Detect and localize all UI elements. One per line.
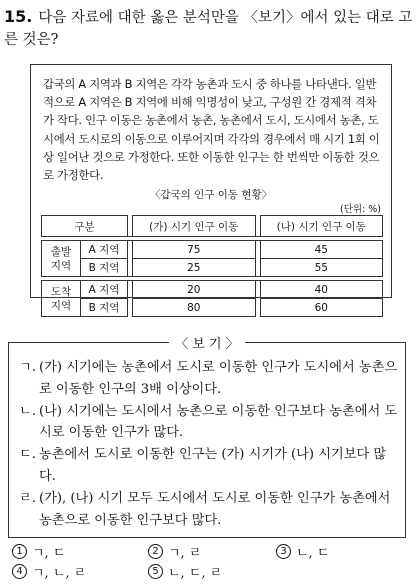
passage-text: 갑국의 A 지역과 B 지역은 각각 농촌과 도시 중 하나를 나타낸다. 일반적으로 A 지역은 B 지역에 비해 익명성이 낮고, 구성원 간 경제적 격차가 작다. 인구 이동은 농촌에서 농촌, 농촌에서 도시, 도시에서 농촌, 도시에서 도시로의 이동으로 이루어지며 각각의 경우에서 매 시기 1회 이상 일어난 것으로 가정한다. 또한 이동한 인구는 한 번씩만 이동한 것으로 가정한다. <box>43 77 380 183</box>
choice-number-circle: 4 <box>12 564 27 579</box>
choice-number-circle: 5 <box>148 564 163 579</box>
question-number: 15. <box>4 7 33 26</box>
bogi-text: (나) 시기에는 도시에서 농촌으로 이동한 인구보다 농촌에서 도시로 이동한 인구가 많다. <box>39 403 398 441</box>
choice-4[interactable] <box>12 562 86 581</box>
choice-text: ㄱ, ㄴ, ㄹ <box>32 566 87 581</box>
choice-3[interactable] <box>276 542 329 561</box>
header-col1: (가) 시기 인구 이동 <box>133 216 256 237</box>
bogi-item <box>19 488 399 532</box>
row-value-ga: 25 <box>133 259 256 277</box>
bogi-mark: ㄹ. <box>19 490 36 506</box>
bogi-box <box>8 337 406 538</box>
bogi-items <box>19 357 399 531</box>
choice-text: ㄱ, ㄹ <box>168 546 202 561</box>
row-region: B 지역 <box>81 299 128 317</box>
bogi-text: (가) 시기에는 농촌에서 도시로 이동한 인구가 도시에서 농촌으로 이동한 인구의 3배 이상이다. <box>39 360 398 397</box>
table-row <box>42 299 383 317</box>
table-title: 〈갑국의 인구 이동 현황〉 <box>149 189 273 201</box>
row-value-na: 45 <box>260 241 383 259</box>
table-unit: (단위: %) <box>339 204 381 215</box>
row-region: A 지역 <box>81 281 128 299</box>
bogi-mark: ㄱ. <box>19 360 36 375</box>
row-value-ga: 20 <box>133 281 256 299</box>
bogi-item <box>19 401 399 445</box>
bogi-item <box>19 444 399 488</box>
table-row <box>42 259 383 277</box>
row-value-ga: 75 <box>133 241 256 259</box>
row-value-na: 40 <box>260 281 383 299</box>
header-category: 구분 <box>42 216 128 237</box>
bogi-mark: ㄴ. <box>19 403 36 419</box>
row-value-na: 60 <box>260 299 383 317</box>
choice-text: ㄴ, ㄷ <box>296 546 330 561</box>
row-region: B 지역 <box>81 259 128 277</box>
choice-5[interactable] <box>148 562 222 581</box>
group-label-origin: 출발 지역 <box>42 241 81 277</box>
choice-number-circle: 1 <box>12 544 27 559</box>
passage-box <box>30 64 392 314</box>
header-col2: (나) 시기 인구 이동 <box>260 216 383 237</box>
choice-2[interactable] <box>148 542 201 561</box>
question-header <box>4 6 414 51</box>
bogi-mark: ㄷ. <box>19 447 36 463</box>
table-row <box>42 241 383 259</box>
table-row <box>42 281 383 299</box>
choice-text: ㄴ, ㄷ, ㄹ <box>168 566 223 581</box>
group-label-destination: 도착 지역 <box>42 281 81 317</box>
choice-1[interactable] <box>12 542 65 561</box>
question-text: 다음 자료에 대한 옳은 분석만을 〈보기〉에서 있는 대로 고른 것은? <box>4 10 413 48</box>
choice-number-circle: 3 <box>276 544 291 559</box>
bogi-text: (가), (나) 시기 모두 도시에서 도시로 이동한 인구가 농촌에서 농촌으로 이동한 인구보다 많다. <box>39 490 391 528</box>
table-header-row <box>42 216 383 237</box>
choice-number-circle: 2 <box>148 544 163 559</box>
bogi-item <box>19 357 399 401</box>
bogi-text: 농촌에서 도시로 이동한 인구는 (가) 시기가 (나) 시기보다 많다. <box>39 447 387 484</box>
row-region: A 지역 <box>81 241 128 259</box>
row-value-ga: 80 <box>133 299 256 317</box>
choice-text: ㄱ, ㄷ <box>32 546 66 561</box>
population-movement-table <box>41 215 383 317</box>
row-value-na: 55 <box>260 259 383 277</box>
bogi-title: 〈 보 기 〉 <box>9 333 405 352</box>
